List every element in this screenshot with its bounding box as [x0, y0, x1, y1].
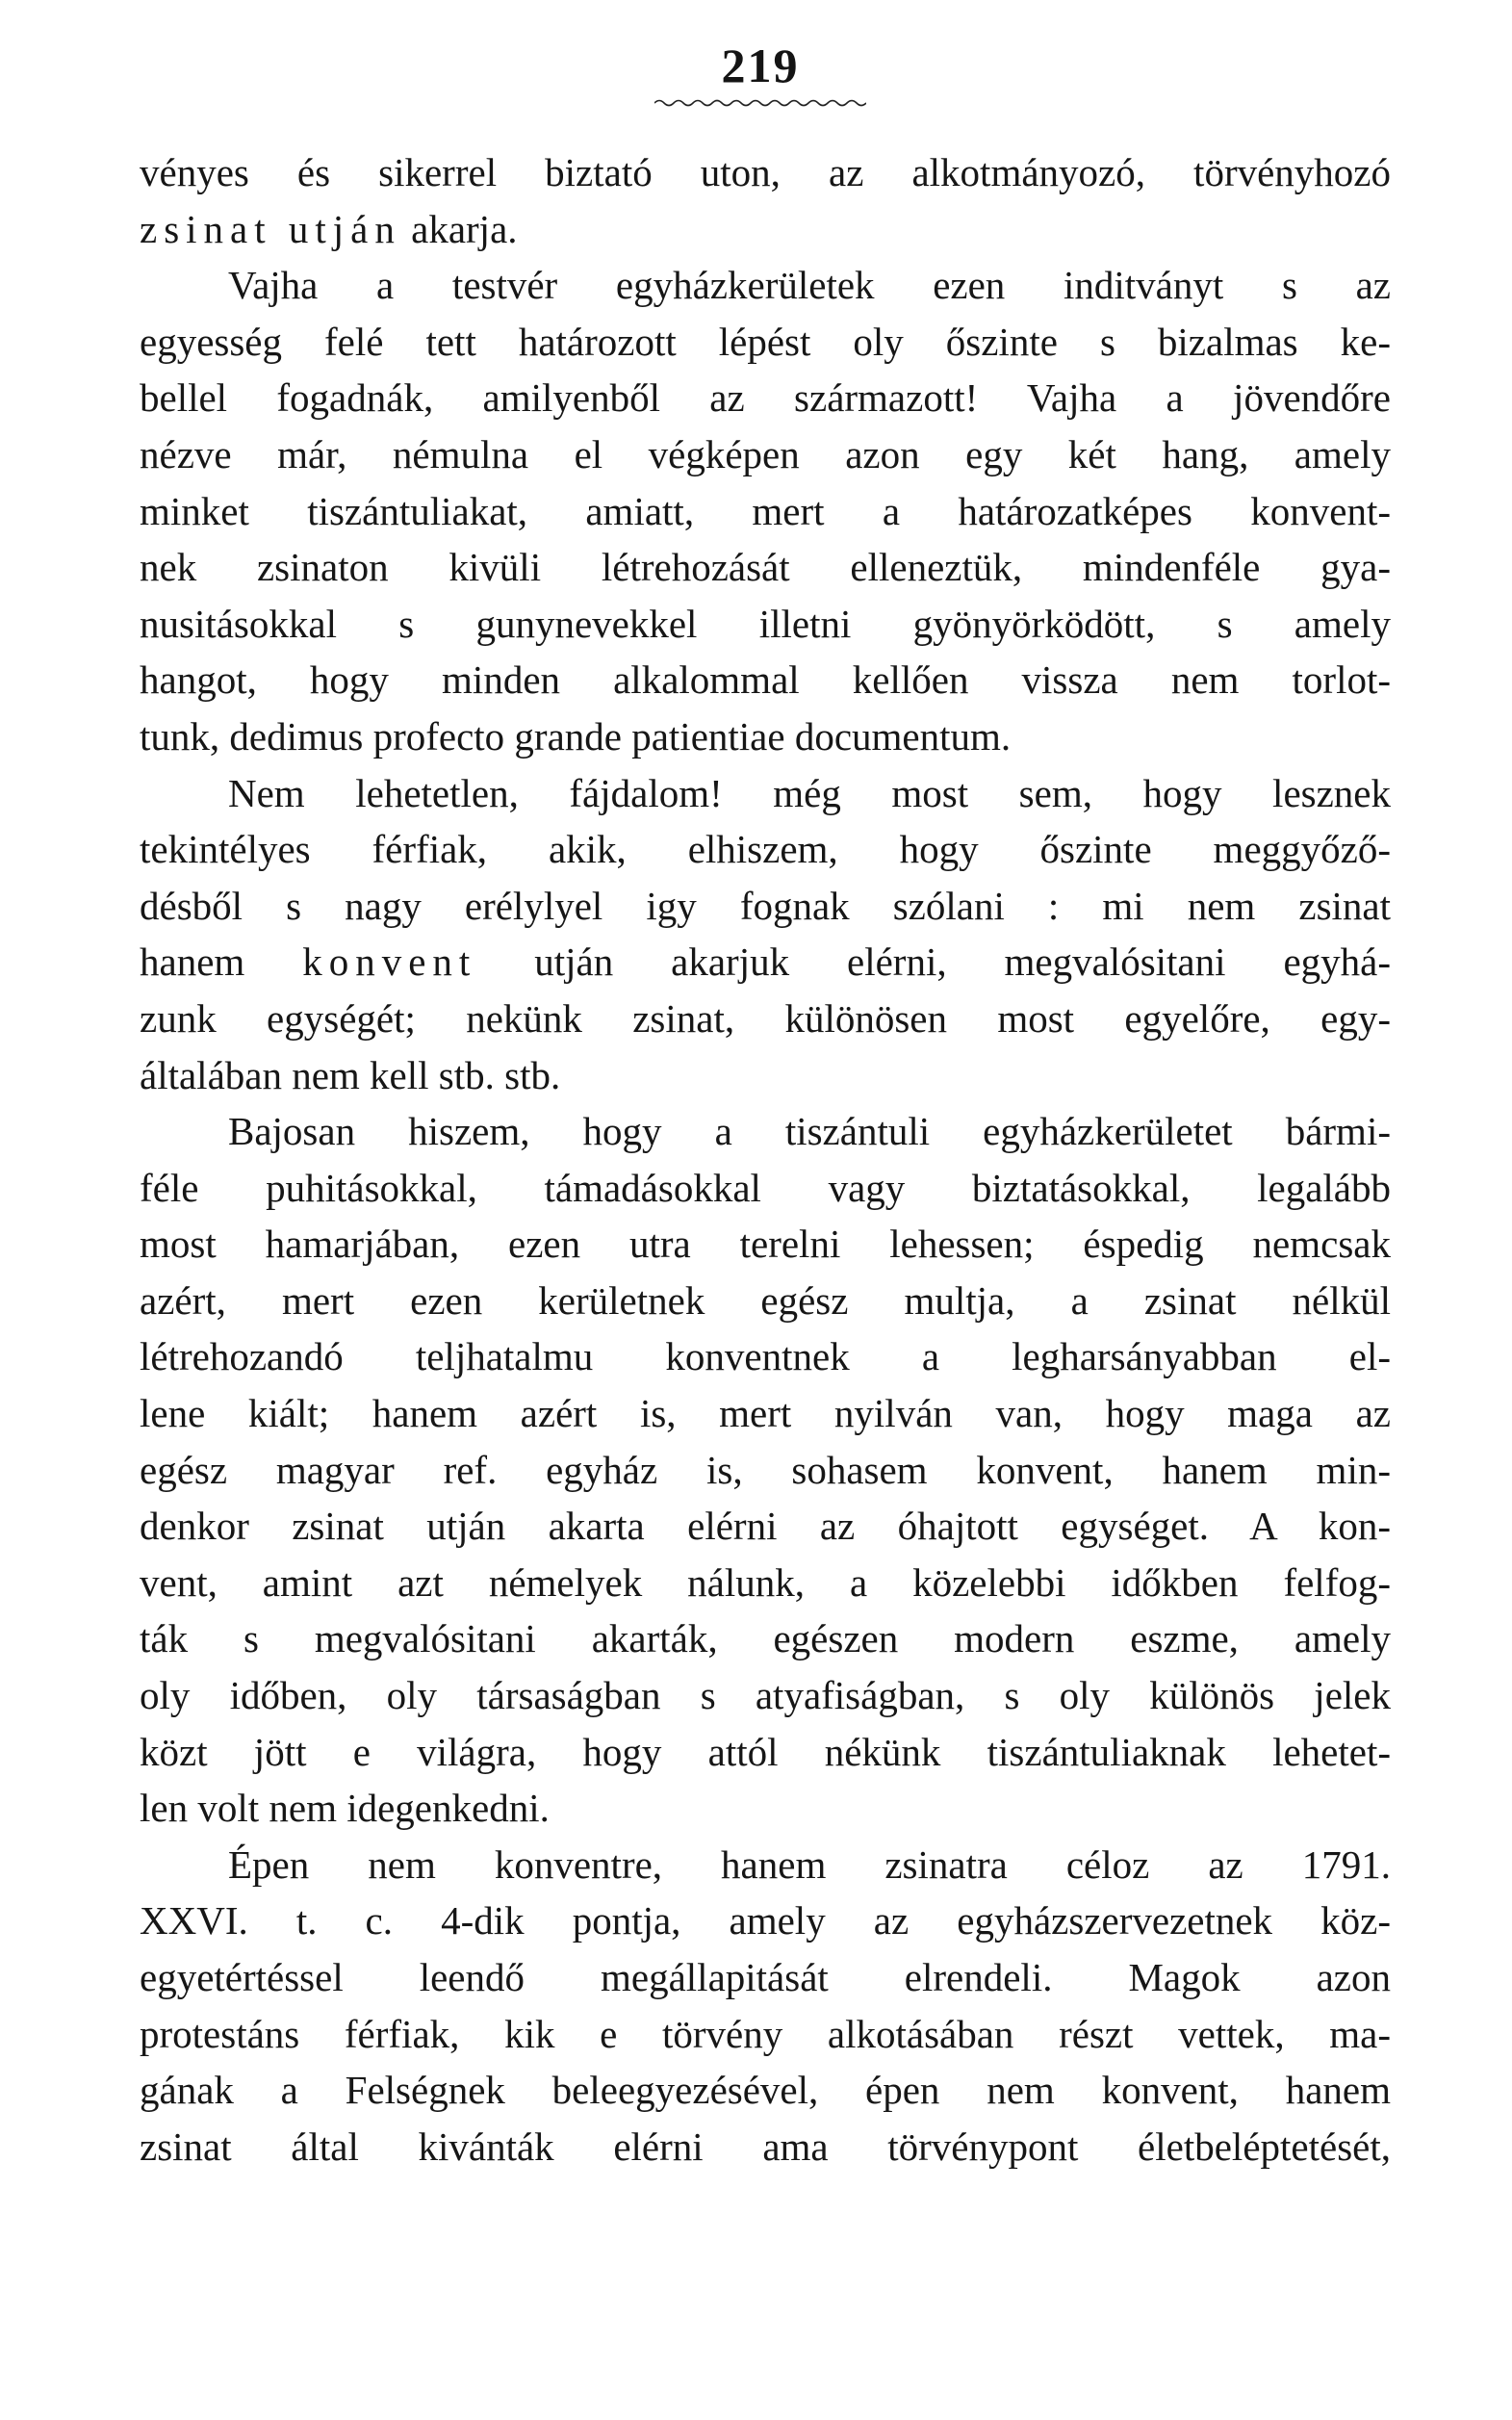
- text-line: tunk, dedimus profecto grande patientiae documentum.: [140, 713, 1012, 759]
- page-number: 219: [721, 39, 800, 92]
- text-line: désből s nagy erélylyel igy fognak szólani : mi nem zsinat: [140, 883, 1391, 928]
- text-line: XXVI. t. c. 4-dik pontja, amely az egyházszervezetnek köz-: [140, 1898, 1391, 1944]
- text-line: bellel fogadnák, amilyenből az származott! Vajha a jövendőre: [140, 375, 1391, 421]
- text-line: Bajosan hiszem, hogy a tiszántuli egyházkerületet bármi-: [228, 1109, 1391, 1154]
- text-line: Épen nem konventre, hanem zsinatra céloz az 1791.: [228, 1841, 1391, 1887]
- text-line: most hamarjában, ezen utra terelni lehessen; éspedig nemcsak: [140, 1222, 1391, 1267]
- emphasized-text: zsinat utján: [140, 206, 401, 251]
- page-header: [635, 39, 885, 108]
- text-line: nézve már, némulna el végképen azon egy két hang, amely: [140, 431, 1391, 476]
- emphasized-text: konvent: [302, 940, 477, 985]
- text-line: féle puhitásokkal, támadásokkal vagy biztatásokkal, legalább: [140, 1165, 1391, 1210]
- text-line: len volt nem idegenkedni.: [140, 1786, 550, 1831]
- body-text: [140, 144, 1391, 2175]
- text-line: Nem lehetetlen, fájdalom! még most sem, hogy lesznek: [228, 770, 1391, 815]
- text-line: azért, mert ezen kerületnek egész multja, a zsinat nélkül: [140, 1277, 1391, 1323]
- text-line: oly időben, oly társaságban s atyafiságban, s oly különös jelek: [140, 1673, 1391, 1718]
- text-line: lene kiált; hanem azért is, mert nyilván van, hogy maga az: [140, 1391, 1391, 1436]
- text-line: protestáns férfiak, kik e törvény alkotásában részt vettek, ma-: [140, 2011, 1391, 2056]
- text-line: vent, amint azt némelyek nálunk, a közelebbi időkben felfog-: [140, 1559, 1391, 1605]
- text-line: Vajha a testvér egyházkerületek ezen inditványt s az: [228, 263, 1391, 308]
- text-line: nek zsinaton kivüli létrehozását elleneztük, mindenféle gya-: [140, 545, 1391, 590]
- text-line: létrehozandó teljhatalmu konventnek a legharsányabban el-: [140, 1334, 1391, 1379]
- text-line: egyesség felé tett határozott lépést oly őszinte s bizalmas ke-: [140, 319, 1391, 364]
- text-line: nusitásokkal s gunynevekkel illetni gyönyörködött, s amely: [140, 601, 1391, 646]
- text-line: denkor zsinat utján akarta elérni az óhajtott egységet. A kon-: [140, 1504, 1391, 1549]
- text-line: zsinat által kivánták elérni ama törvénypont életbeléptetését,: [140, 2124, 1391, 2169]
- text-line: gának a Felségnek beleegyezésével, épen nem konvent, hanem: [140, 2068, 1391, 2113]
- text-line: hanem konvent utján akarjuk elérni, megvalósitani egyhá-: [140, 940, 1391, 985]
- text-line: egész magyar ref. egyház is, sohasem konvent, hanem min-: [140, 1447, 1391, 1492]
- text-line: közt jött e világra, hogy attól nékünk tiszántuliaknak lehetet-: [140, 1729, 1391, 1774]
- text-line: általában nem kell stb. stb.: [140, 1052, 561, 1097]
- text-line: egyetértéssel leendő megállapitását elrendeli. Magok azon: [140, 1955, 1391, 1999]
- text-line: minket tiszántuliakat, amiatt, mert a határozatképes konvent-: [140, 488, 1391, 533]
- text-line: hangot, hogy minden alkalommal kellően vissza nem torlot-: [140, 657, 1391, 703]
- text-line: vényes és sikerrel biztató uton, az alkotmányozó, törvényhozó: [140, 150, 1391, 194]
- text-line: ták s megvalósitani akarták, egészen modern eszme, amely: [140, 1616, 1391, 1661]
- text-line: tekintélyes férfiak, akik, elhiszem, hogy őszinte meggyőző-: [140, 827, 1391, 872]
- text-line: zsinat utján akarja.: [140, 206, 518, 251]
- text-line: zunk egységét; nekünk zsinat, különösen most egyelőre, egy-: [140, 995, 1391, 1041]
- wavy-rule-ornament: [654, 98, 866, 108]
